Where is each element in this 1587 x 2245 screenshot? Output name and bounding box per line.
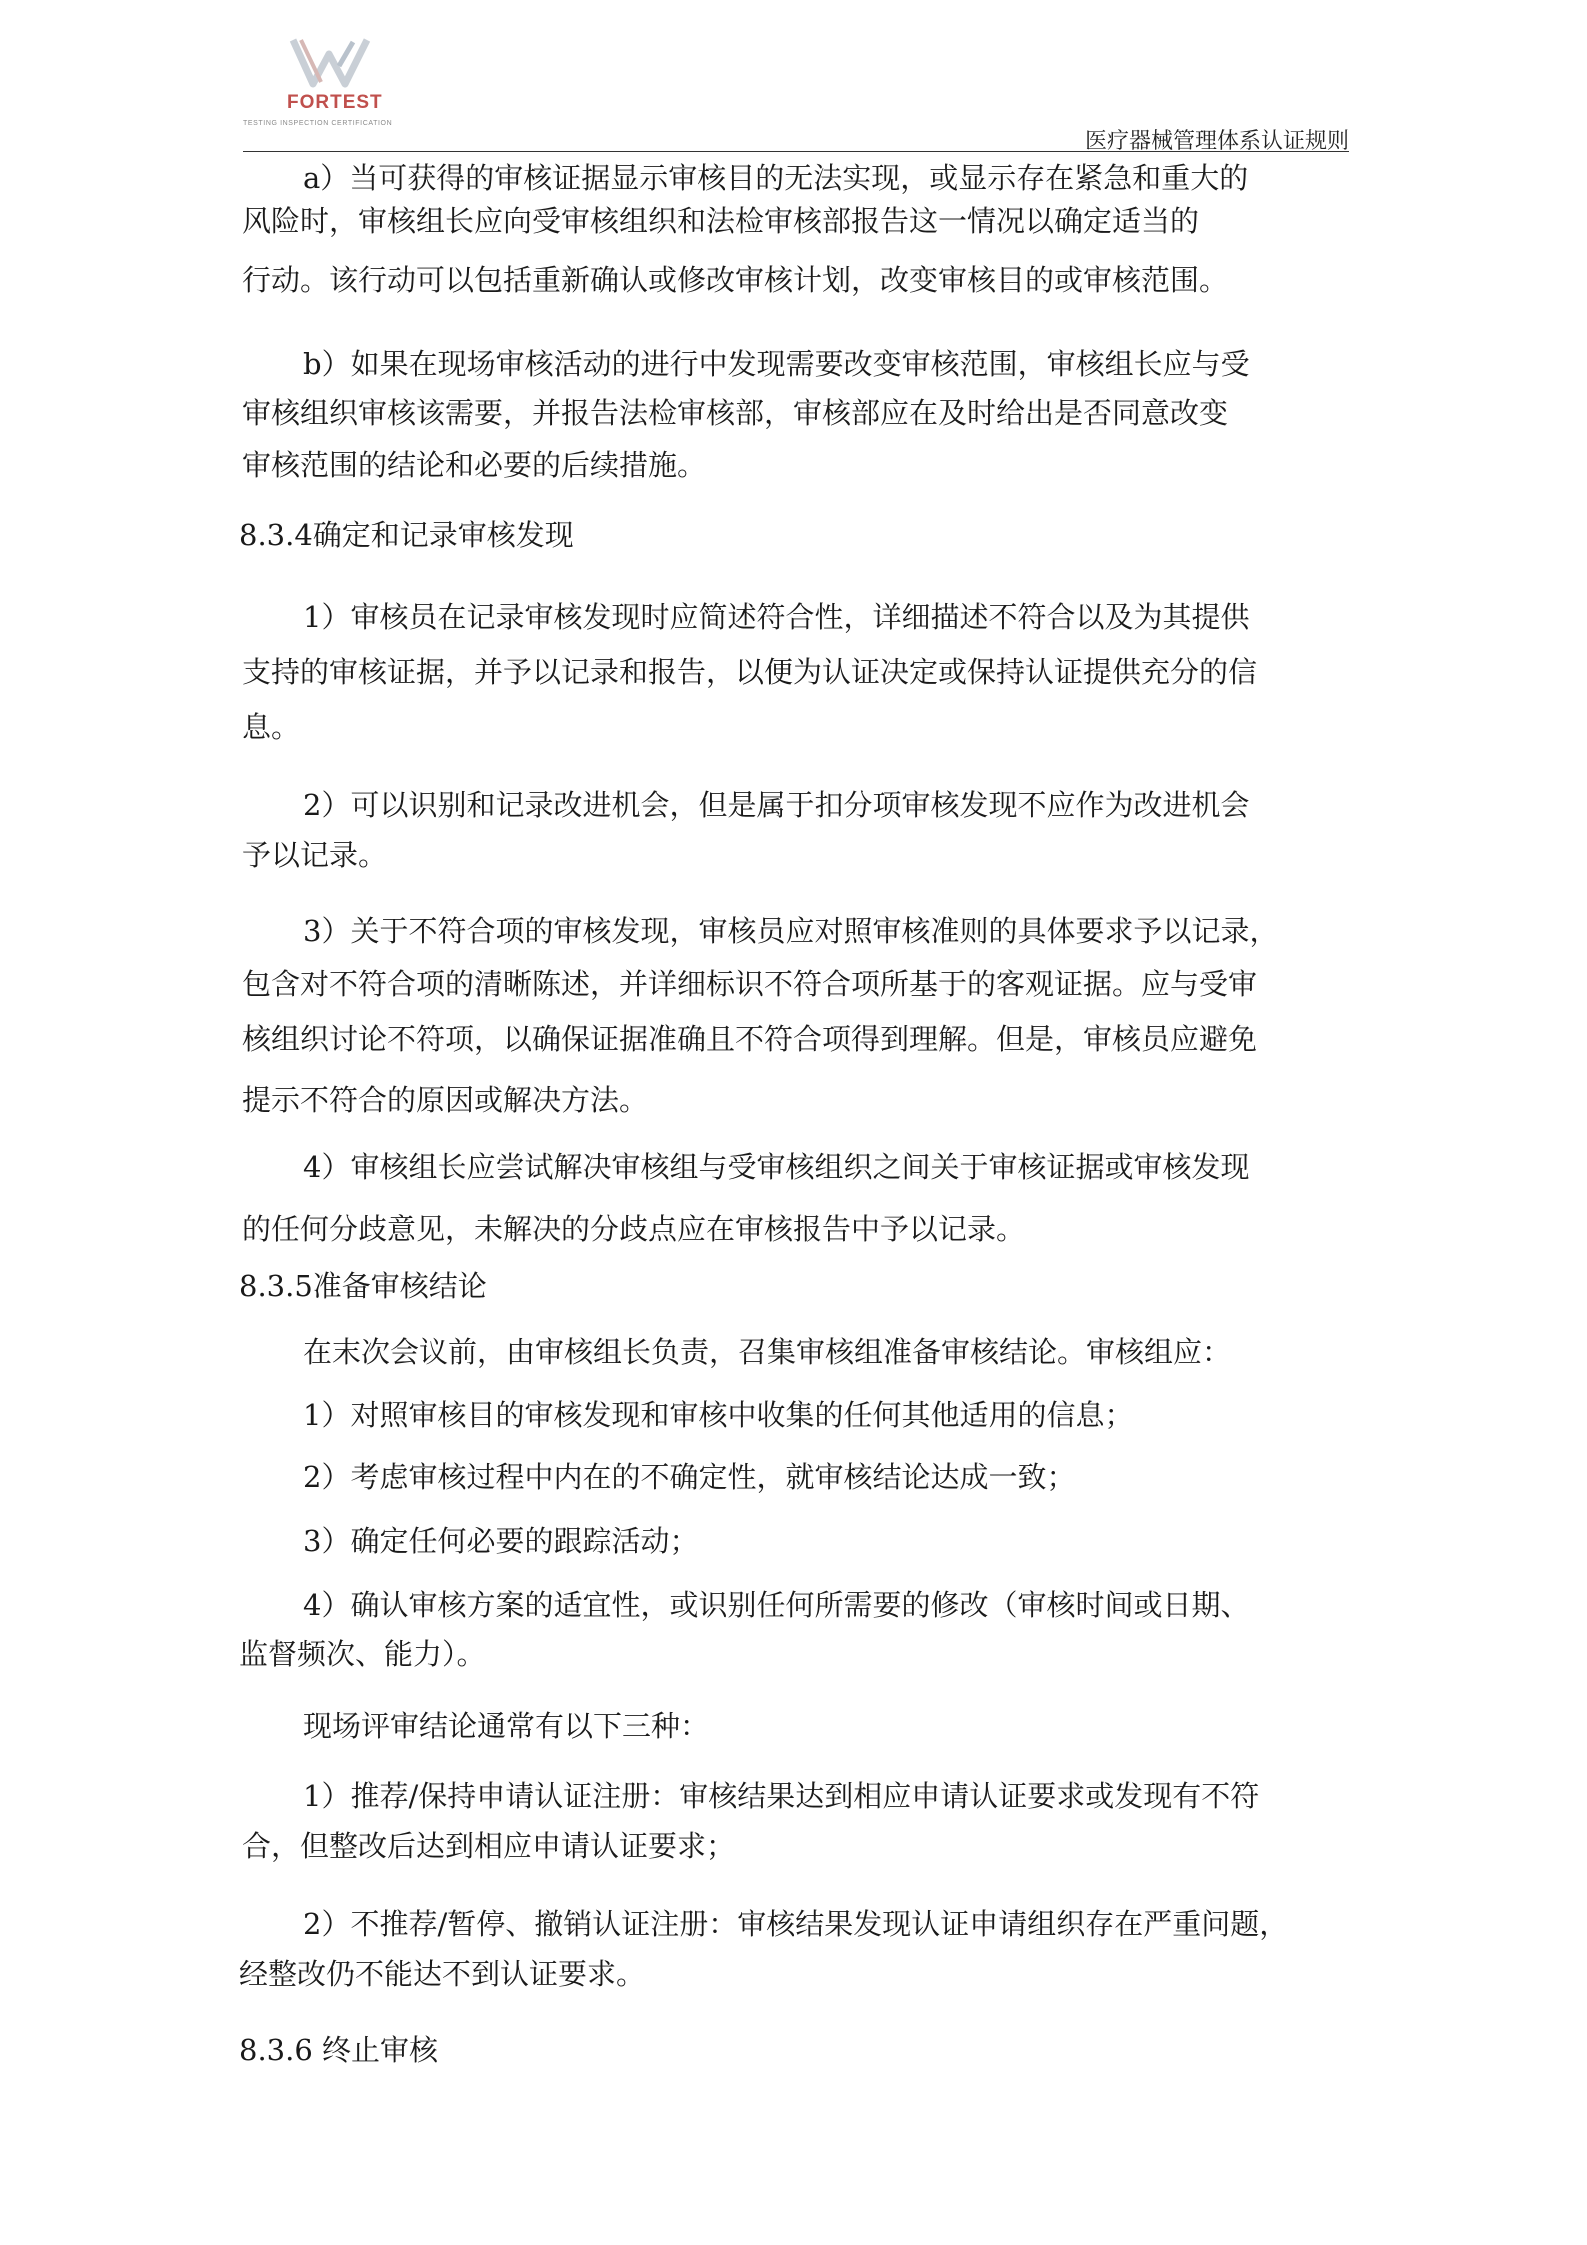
text-line: 经整改仍不能达不到认证要求。 [239, 1957, 646, 1991]
text-line: 2）可以识别和记录改进机会，但是属于扣分项审核发现不应作为改进机会 [303, 788, 1250, 822]
text-line: 包含对不符合项的清晰陈述，并详细标识不符合项所基于的客观证据。应与受审 [242, 967, 1258, 1001]
text-line: 1）审核员在记录审核发现时应简述符合性，详细描述不符合以及为其提供 [303, 600, 1250, 634]
text-line: 4）审核组长应尝试解决审核组与受审核组织之间关于审核证据或审核发现 [303, 1150, 1250, 1184]
text-line: b）如果在现场审核活动的进行中发现需要改变审核范围，审核组长应与受 [303, 347, 1250, 381]
text-line: 支持的审核证据，并予以记录和报告，以便为认证决定或保持认证提供充分的信 [242, 655, 1258, 689]
paragraph-8-3-5-item-3: 3）确定任何必要的跟踪活动； [303, 1524, 699, 1558]
text-line: 提示不符合的原因或解决方法。 [242, 1083, 649, 1117]
section-heading-8-3-6: 8.3.6 终止审核 [239, 2033, 439, 2067]
text-line: 行动。该行动可以包括重新确认或修改审核计划，改变审核目的或审核范围。 [242, 263, 1229, 297]
text-line: 2）不推荐/暂停、撤销认证注册：审核结果发现认证申请组织存在严重问题， [303, 1907, 1289, 1941]
text-line: 监督频次、能力）。 [239, 1637, 486, 1671]
logo-tagline: TESTING INSPECTION CERTIFICATION [243, 120, 393, 127]
text-line: a）当可获得的审核证据显示审核目的无法实现，或显示存在紧急和重大的 [303, 161, 1249, 195]
text-line: 予以记录。 [242, 838, 388, 872]
paragraph-8-3-5-intro: 在末次会议前，由审核组长负责，召集审核组准备审核结论。审核组应： [303, 1335, 1232, 1369]
text-line: 核组织讨论不符项，以确保证据准确且不符合项得到理解。但是，审核员应避免 [242, 1022, 1258, 1056]
paragraph-conclusion-intro: 现场评审结论通常有以下三种： [303, 1709, 710, 1743]
text-line: 3）关于不符合项的审核发现，审核员应对照审核准则的具体要求予以记录， [303, 914, 1279, 948]
section-heading-8-3-4: 8.3.4确定和记录审核发现 [239, 518, 574, 552]
document-title: 医疗器械管理体系认证规则 [1084, 129, 1349, 154]
header-divider [243, 151, 1349, 152]
text-line: 1）推荐/保持申请认证注册：审核结果达到相应申请认证要求或发现有不符 [303, 1779, 1260, 1813]
text-line: 4）确认审核方案的适宜性，或识别任何所需要的修改（审核时间或日期、 [303, 1588, 1250, 1622]
company-logo [243, 36, 443, 136]
logo-wordmark: FORTEST [287, 92, 383, 113]
text-line: 的任何分歧意见，未解决的分歧点应在审核报告中予以记录。 [242, 1212, 1026, 1246]
section-heading-8-3-5: 8.3.5准备审核结论 [239, 1269, 487, 1303]
text-line: 审核组织审核该需要，并报告法检审核部，审核部应在及时给出是否同意改变 [242, 396, 1229, 430]
text-line: 息。 [242, 710, 301, 744]
text-line: 审核范围的结论和必要的后续措施。 [242, 448, 707, 482]
text-line: 合，但整改后达到相应申请认证要求； [242, 1829, 736, 1863]
paragraph-8-3-5-item-1: 1）对照审核目的审核发现和审核中收集的任何其他适用的信息； [303, 1398, 1134, 1432]
text-line: 风险时，审核组长应向受审核组织和法检审核部报告这一情况以确定适当的 [242, 204, 1200, 238]
paragraph-8-3-5-item-2: 2）考虑审核过程中内在的不确定性，就审核结论达成一致； [303, 1460, 1076, 1494]
logo-w-mark [243, 36, 443, 96]
